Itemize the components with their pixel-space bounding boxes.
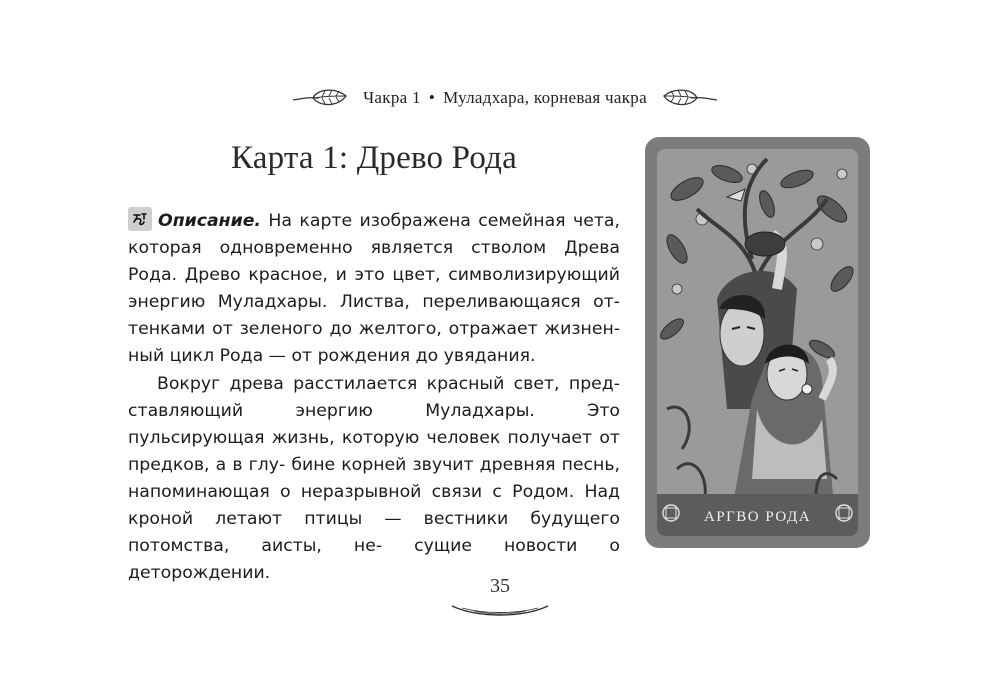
text-line: которая одновременно является стволом Древа — [128, 238, 620, 259]
card-illustration — [657, 149, 858, 536]
page-number: 35 — [490, 575, 510, 597]
running-header — [270, 78, 740, 118]
swash-ornament-icon — [448, 598, 552, 624]
leaf-ornament-icon — [291, 85, 349, 111]
description-text — [128, 207, 620, 587]
text-line: На карте изображена семейная чета, — [268, 211, 620, 231]
text-line: ный цикл Рода — от рождения до увядания. — [128, 346, 536, 367]
description-paragraph-2 — [128, 371, 620, 588]
text-line: энергию Муладхары. Листва, переливающаяся от- — [128, 292, 620, 313]
text-line: Рода. Древо красное, и это цвет, символизирующий — [128, 265, 620, 286]
text-line: бине корней звучит древняя песнь, напоминающая — [128, 454, 621, 502]
description-lead: Описание. — [158, 211, 261, 231]
tarot-card — [645, 137, 870, 548]
page-title: Карта 1: Древо Рода — [230, 140, 517, 176]
text-line: Вокруг древа расстилается красный свет, пред- — [157, 373, 620, 394]
header-text — [363, 88, 647, 108]
header-chapter: Чакра 1 — [363, 88, 421, 107]
header-separator: • — [428, 88, 436, 107]
description-paragraph-1 — [128, 207, 620, 371]
header-subtitle: Муладхара, корневая чакра — [443, 88, 647, 107]
text-line: птицы — вестники будущего потомства, аисты, не- — [128, 509, 620, 557]
text-line: жизнь, которую человек получает от предков, а в глу- — [128, 427, 620, 475]
leaf-ornament-icon — [661, 85, 719, 111]
text-line: ставляющий энергию Муладхары. Это пульсирующая — [128, 400, 620, 448]
text-line: о неразрывной связи с Родом. Над кроной летают — [128, 481, 621, 530]
chakra-symbol-icon — [128, 207, 152, 231]
card-label: АРГВО РОДА — [703, 509, 812, 525]
text-line: тенками от зеленого до желтого, отражает жизнен- — [128, 319, 620, 340]
text-line: сущие новости о деторождении. — [128, 536, 620, 584]
